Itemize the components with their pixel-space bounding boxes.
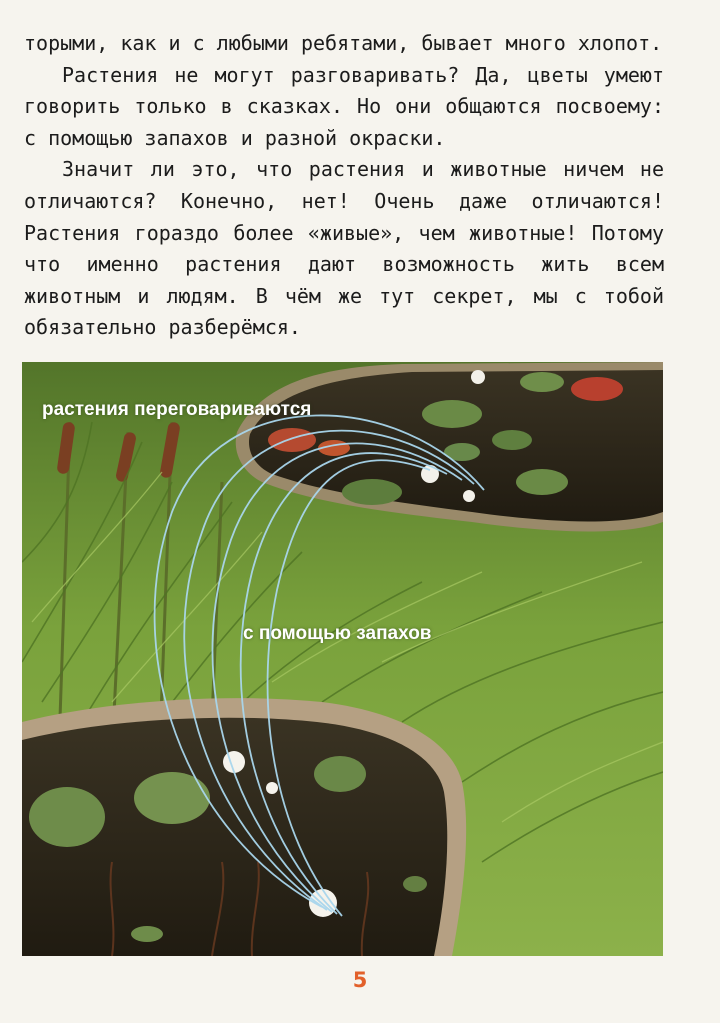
body-text [24, 28, 664, 344]
water-lily-flower [471, 370, 485, 384]
lily-pad [520, 372, 564, 392]
page-number: 5 [352, 968, 368, 992]
water-lily-flower [463, 490, 475, 502]
lily-pad [403, 876, 427, 892]
lily-pad [29, 787, 105, 847]
label-with-smells: с помощью запахов [243, 623, 432, 644]
lily-pad [314, 756, 366, 792]
red-lily-pad [571, 377, 623, 401]
water-lily-flower [266, 782, 278, 794]
lily-pad [342, 479, 402, 505]
label-plants-talk: растения переговариваются [42, 399, 312, 420]
lily-pad [134, 772, 210, 824]
pond-illustration [22, 362, 663, 956]
paragraph-continuation: торыми, как и с любыми ребятами, бывает много хлопот. [24, 31, 663, 55]
lily-pad [422, 400, 482, 428]
paragraph-plants-talk: Растения не могут разговаривать? Да, цветы умеют говорить только в сказках. Но они общаются посвоему: с помощью запахов и разной окраски. [24, 62, 664, 150]
lily-pad [492, 430, 532, 450]
pond-scene [22, 362, 663, 956]
red-lily-pad [268, 428, 316, 452]
lily-pad [516, 469, 568, 495]
paragraph-plants-animals: Значит ли это, что растения и животные ничем не отличаются? Конечно, нет! Очень даже отличаются! Растения гораздо более «живые», чем животные! Потому что именно растения дают возможность жить всем животным и людям. В чём же тут секрет, мы с тобой обязательно разберёмся. [24, 157, 664, 340]
lily-pad [131, 926, 163, 942]
